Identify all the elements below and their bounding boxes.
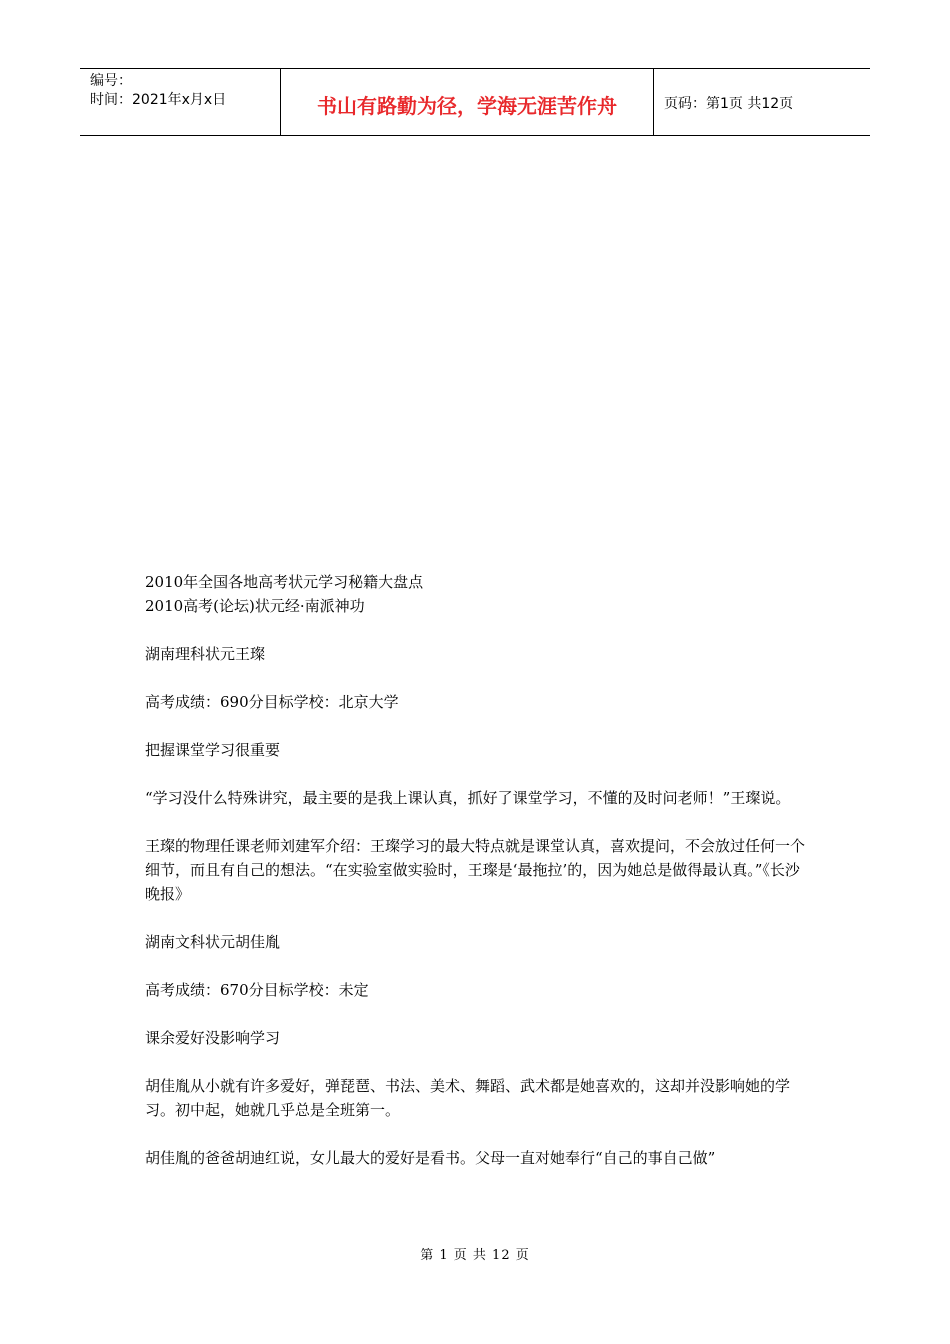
section2-name: 湖南文科状元胡佳胤 <box>145 933 281 951</box>
section2-heading: 课余爱好没影响学习 <box>145 1029 281 1047</box>
section2-score: 高考成绩：670分目标学校：未定 <box>145 981 369 999</box>
header-page-info: 页码：第1页 共12页 <box>664 96 794 112</box>
article-body <box>145 570 810 1170</box>
section1-paragraph-1: “学习没什么特殊讲究，最主要的是我上课认真，抓好了课堂学习，不懂的及时问老师！”王璨说。 <box>145 789 791 807</box>
section2-paragraph-1: 胡佳胤从小就有许多爱好，弹琵琶、书法、美术、舞蹈、武术都是她喜欢的，这却并没影响她的学习。初中起，她就几乎总是全班第一。 <box>145 1077 791 1119</box>
section2-paragraph-2: 胡佳胤的爸爸胡迪红说，女儿最大的爱好是看书。父母一直对她奉行“自己的事自己做” <box>145 1149 716 1167</box>
number-label: 编号： <box>90 73 132 89</box>
document-header <box>80 68 870 136</box>
time-label: 时间：2021年x月x日 <box>90 92 227 108</box>
section1-heading: 把握课堂学习很重要 <box>145 741 281 759</box>
section1-score: 高考成绩：690分目标学校：北京大学 <box>145 693 399 711</box>
section1-name: 湖南理科状元王璨 <box>145 645 266 663</box>
article-title: 2010年全国各地高考状元学习秘籍大盘点 <box>145 573 424 591</box>
motto: 书山有路勤为径，学海无涯苦作舟 <box>281 69 654 135</box>
header-meta-cell <box>80 69 281 135</box>
page-footer: 第 1 页 共 12 页 <box>420 1248 530 1263</box>
section1-paragraph-2: 王璨的物理任课老师刘建军介绍：王璨学习的最大特点就是课堂认真，喜欢提问，不会放过任何一个细节，而且有自己的想法。“在实验室做实验时，王璨是‘最拖拉’的，因为她总是做得最认真。”《长沙晚报》 <box>145 837 806 903</box>
article-subtitle: 2010高考(论坛)状元经·南派神功 <box>145 597 365 615</box>
